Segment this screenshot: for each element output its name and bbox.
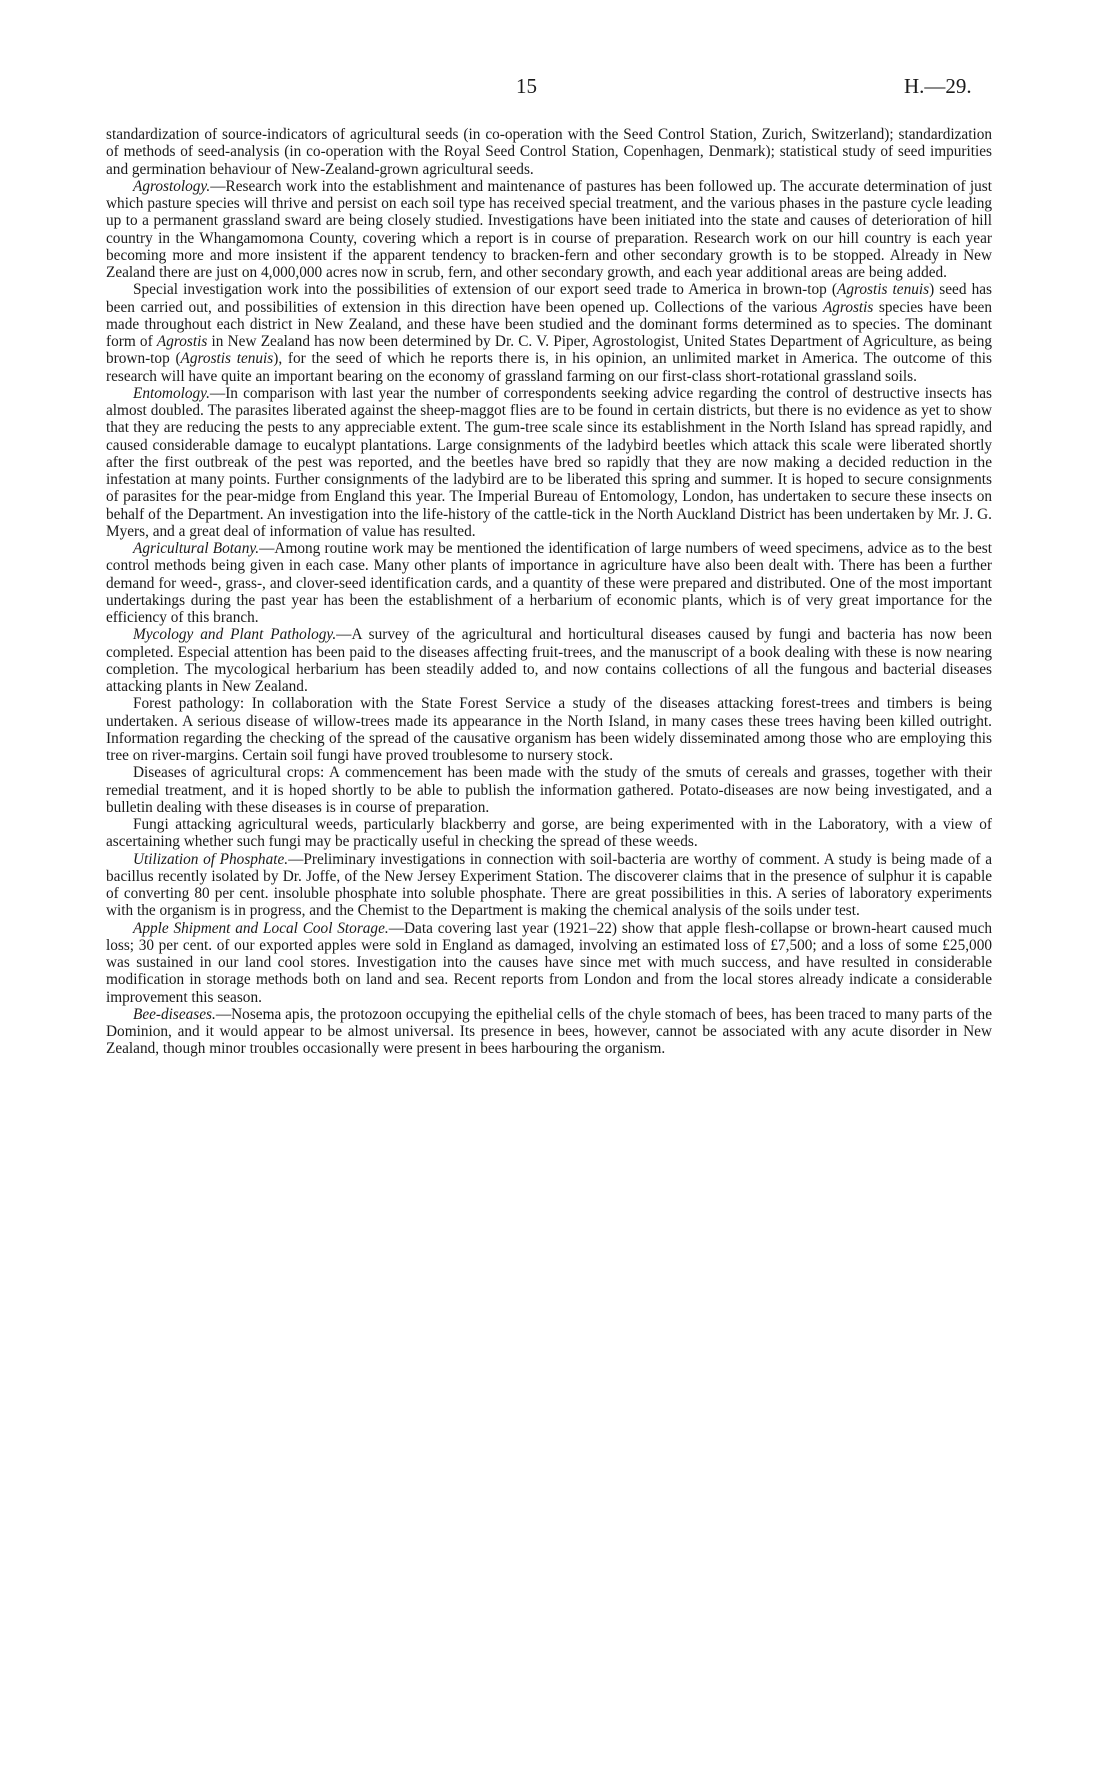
paragraph: standardization of source-indicators of agricultural seeds (in co-operation with the Seed Control Station, Zurich, Switzerland); standardization of methods of seed-analysis (in co-operation with the Royal Seed Control Station, Copenhagen, Denmark); statistical study of seed impurities and germination behaviour of New-Zealand-grown agricultural seeds.: [106, 126, 992, 178]
page-header: [0, 74, 1114, 100]
paragraph: Fungi attacking agricultural weeds, particularly blackberry and gorse, are being experimented with in the Laboratory, with a view of ascertaining whether such fungi may be practically useful in checking the spread of these weeds.: [106, 816, 992, 851]
paragraph: Agrostology.—Research work into the establishment and maintenance of pastures has been followed up. The accurate determination of just which pasture species will thrive and persist on each soil type has received special treatment, and the various phases in the pasture cycle leading up to a permanent grassland sward are being closely studied. Investigations have been initiated into the state and causes of deterioration of hill country in the Whangamomona County, covering which a report is in course of preparation. Research work on our hill country is each year becoming more and more insistent if the apparent tendency to bracken-fern and other secondary growth is to be stopped. Already in New Zealand there are just on 4,000,000 acres now in scrub, fern, and other secondary growth, and each year additional areas are being added.: [106, 177, 992, 281]
italic-term: Agrostis tenuis: [180, 350, 274, 368]
paragraph: Mycology and Plant Pathology.—A survey of the agricultural and horticultural diseases caused by fungi and bacteria has now been completed. Especial attention has been paid to the diseases affecting fruit-trees, and the manuscript of a book dealing with these is now nearing completion. The mycological herbarium has been steadily added to, and now contains collections of all the fungous and bacterial diseases attacking plants in New Zealand.: [106, 626, 992, 695]
paragraph: Utilization of Phosphate.—Preliminary investigations in connection with soil-bacteria are worthy of comment. A study is being made of a bacillus recently isolated by Dr. Joffe, of the New Jersey Experiment Station. The discoverer claims that in the presence of sulphur it is capable of converting 80 per cent. insoluble phosphate into soluble phosphate. There are great possibilities in this. A series of laboratory experiments with the organism is in progress, and the Chemist to the Department is making the chemical analysis of the soils under test.: [106, 850, 992, 920]
italic-term: Utilization of Phosphate.: [133, 850, 289, 868]
body-text: [106, 126, 992, 1058]
paragraph: Agricultural Botany.—Among routine work may be mentioned the identification of large numbers of weed specimens, advice as to the best control methods being given in each case. Many other plants of importance in agriculture have also been dealt with. There has been a further demand for weed-, grass-, and clover-seed identification cards, and a quantity of these were prepared and distributed. One of the most important undertakings during the past year has been the establishment of a herbarium of economic plants, which is of very great importance for the efficiency of this branch.: [106, 540, 992, 626]
document-reference: H.—29.: [904, 74, 972, 98]
page-number: 15: [516, 74, 537, 98]
paragraph: Bee-diseases.—Nosema apis, the protozoon occupying the epithelial cells of the chyle stomach of bees, has been traced to many parts of the Dominion, and it would appear to be almost universal. Its presence in bees, however, cannot be associated with any acute disorder in New Zealand, though minor troubles occasionally were present in bees harbouring the organism.: [106, 1005, 992, 1058]
italic-term: Entomology.: [133, 384, 210, 402]
italic-term: Agrostis: [822, 298, 874, 316]
italic-term: Agrostis tenuis: [836, 281, 930, 299]
italic-term: Mycology and Plant Pathology.: [133, 626, 337, 644]
italic-term: Agricultural Botany.: [133, 540, 260, 557]
paragraph: Entomology.—In comparison with last year the number of correspondents seeking advice regarding the control of destructive insects has almost doubled. The parasites liberated against the sheep-maggot flies are to be found in certain districts, but there is no evidence as yet to show that they are reducing the pests to any appreciable extent. The gum-tree scale since its establishment in the North Island has spread rapidly, and caused considerable damage to eucalypt plantations. Large consignments of the ladybird beetles which attack this scale were liberated shortly after the first outbreak of the pest was reported, and the beetles have bred so rapidly that they are now making a decided reduction in the infestation at many points. Further consignments of the ladybird are to be liberated this spring and summer. It is hoped to secure consignments of parasites for the pear-midge from England this year. The Imperial Bureau of Entomology, London, has undertaken to secure these insects on behalf of the Department. An investigation into the life-history of the cattle-tick in the North Auckland District has been undertaken by Mr. J. G. Myers, and a great deal of information of value has resulted.: [106, 384, 992, 540]
paragraph: Special investigation work into the possibilities of extension of our export seed trade to America in brown-top (Agrostis tenuis) seed has been carried out, and possibilities of extension in this direction have been opened up. Collections of the various Agrostis species have been made throughout each district in New Zealand, and these have been studied and the dominant forms determined as to species. The dominant form of Agrostis in New Zealand has now been determined by Dr. C. V. Piper, Agrostologist, United States Department of Agriculture, as being brown-top (Agrostis tenuis), for the seed of which he reports there is, in his opinion, an unlimited market in America. The outcome of this research will have quite an important bearing on the economy of grassland farming on our first-class short-rotational grassland soils.: [106, 281, 992, 385]
paragraph: Diseases of agricultural crops: A commencement has been made with the study of the smuts of cereals and grasses, together with their remedial treatment, and it is hoped shortly to be able to publish the information gathered. Potato-diseases are now being investigated, and a bulletin dealing with these diseases is in course of preparation.: [106, 764, 992, 816]
paragraph: Apple Shipment and Local Cool Storage.—Data covering last year (1921–22) show that apple flesh-collapse or brown-heart caused much loss; 30 per cent. of our exported apples were sold in England as damaged, involving an estimated loss of £7,500; and a loss of some £25,000 was sustained in our land cool stores. Investigation into the causes have since met with much success, and have resulted in considerable modification in storage methods both on land and sea. Recent reports from London and from the local stores already indicate a considerable improvement this season.: [106, 919, 993, 1006]
italic-term: Agrostology.: [133, 177, 211, 195]
italic-term: Agrostis: [156, 333, 208, 350]
italic-term: Apple Shipment and Local Cool Storage.: [133, 919, 389, 937]
paragraph: Forest pathology: In collaboration with the State Forest Service a study of the diseases attacking forest-trees and timbers is being undertaken. A serious disease of willow-trees made its appearance in the North Island, in many cases these trees having been killed outright. Information regarding the checking of the spread of the causative organism has been widely disseminated among those who are employing this tree on river-margins. Certain soil fungi have proved troublesome to nursery stock.: [106, 695, 992, 764]
italic-term: Bee-diseases.: [133, 1005, 216, 1023]
